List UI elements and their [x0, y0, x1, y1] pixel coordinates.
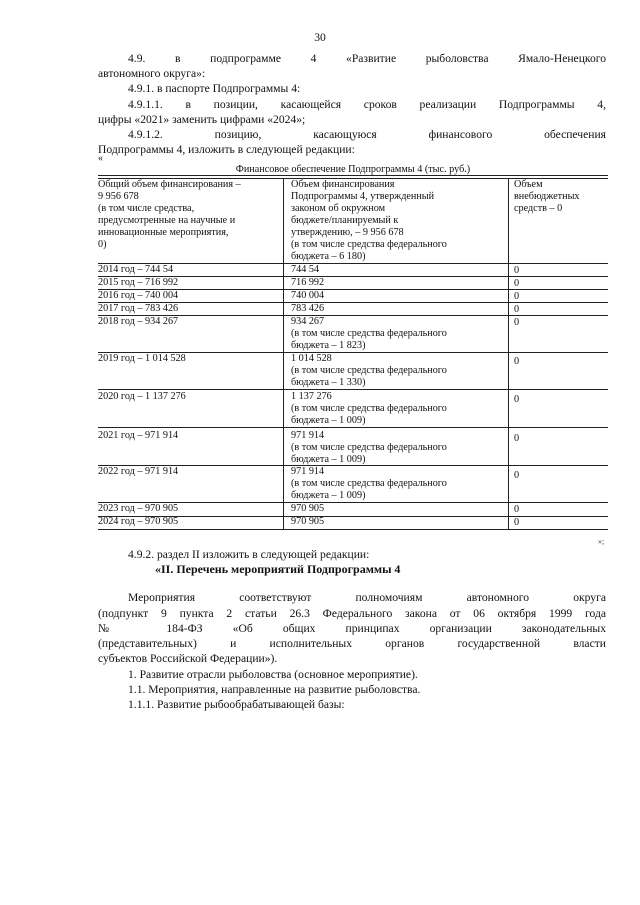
header-bottom-rule: [98, 263, 608, 264]
item-4-9: 4.9. в подпрограмме 4 «Развитие рыболовства Ямало-Ненецкого: [128, 52, 606, 65]
list-item: 1.1.1. Развитие рыбообрабатывающей базы:: [128, 698, 345, 711]
item-4-9-cont: автономного округа»:: [98, 67, 206, 80]
section-heading: «II. Перечень мероприятий Подпрограммы 4: [155, 562, 401, 576]
table-bottom-rule: [98, 529, 608, 530]
item-4-9-1-2-cont: Подпрограммы 4, изложить в следующей редакции:: [98, 143, 355, 156]
col-divider-2: [508, 178, 509, 530]
list-item: 1.1. Мероприятия, направленные на развитие рыболовства.: [128, 683, 421, 696]
open-quote: «: [98, 153, 103, 164]
list-item: 1. Развитие отрасли рыболовства (основное мероприятие).: [128, 668, 418, 681]
item-4-9-1-1: 4.9.1.1. в позиции, касающейся сроков реализации Подпрограммы 4,: [128, 98, 606, 111]
col-divider-1: [283, 178, 284, 530]
close-quote: »;: [598, 537, 605, 546]
item-4-9-1: 4.9.1. в паспорте Подпрограммы 4:: [128, 82, 301, 95]
page-number: 30: [314, 31, 326, 44]
finance-table: Финансовое обеспечение Подпрограммы 4 (тыс. руб.) Общий объем финансирования – 9 956 678 (в том числе средства, предусмотренные на научные и инновационные мероприятия, 0) Объем финансирования Подпрограммы 4, утвержденный законом об окружном бюджете/планируемый к утверждению, – 9 956 678 (в том числе средства федерального бюджета – 6 180) Объем внебюджетных средств – 0 2014 год – 744 54 744 54 0 2015 год – 716 992 716 992 0 2016 год – 740 004 740 004 0 2017 год – 783 426 783 426 0 2018 год – 934 267 934 267 (в том числе средства федерального бюджета – 1 823) 0 2019 год – 1 014 528 1 014 528 (в том числе средства федерального бюджета – 1 330) 0 2020 год – 1 137 276 1 137 276 (в том числе средства федерального бюджета – 1 009) 0 2021 год – 971 914 971 914 (в том числе средства федерального бюджета – 1 009) 0 2022 год – 971 914 971 914 (в том числе средства федерального бюджета – 1 009) 0 2023 год – 970 905 970 905 0 2024 год – 970 905 970 905 0: [98, 166, 608, 530]
table-caption: Финансовое обеспечение Подпрограммы 4 (тыс. руб.): [235, 164, 471, 175]
document-page: 30 4.9. в подпрограмме 4 «Развитие рыболовства Ямало-Ненецкого автономного округа»: 4.9.1. в паспорте Подпрограммы 4: 4.9.1.1. в позиции, касающейся сроков реализации Подпрограммы 4, цифры «2021» заменить цифрами «2024»; 4.9.1.2. позицию, касающуюся финансового обеспечения Подпрограммы 4, изложить в следующей редакции: « Финансовое обеспечение Подпрограммы 4 (тыс. руб.) Общий объем финансирования – 9 956 678 (в том числе средства, предусмотренные на научные и инновационные мероприятия, 0) Объем финансирования Подпрограммы 4, утвержденный законом об окружном бюджете/планируемый к утверждению, – 9 956 678 (в том числе средства федерального бюджета – 6 180) Объем внебюджетных средств – 0 2014 год – 744 54 744 54 0 2015 год – 716 992 716 992 0 2016 год – 740 004 740 004 0 2017 год – 783 426 783 426 0 2018 год – 934 267 934 267 (в том числе средства федерального бюджета – 1 823) 0 2019 год – 1 014 528 1 014 528 (в том числе средства федерального бюджета – 1 330) 0 2020 год – 1 137 276 1 137 276 (в том числе средства федерального бюджета – 1 009) 0 2021 год – 971 914 971 914 (в том числе средства федерального бюджета – 1 009) 0 2022 год – 971 914 971 914 (в том числе средства федерального бюджета – 1 009) 0 2023 год – 970 905 970 905 0 2024 год – 970 905 970 905 0 »; 4.9.2. раздел II изложить в следующей редакции: «II. Перечень мероприятий Подпрограммы 4 Мероприятия соответствуют полномочиям автономного округа (подпункт 9 пункта 2 статьи 26.3 Федерального закона от 06 октября 1999 года № 184-ФЗ «Об общих принципах организации законодательных (представительных) и исполнительных органов государственной власти субъектов Российской Федерации»). 1. Развитие отрасли рыболовства (основное мероприятие). 1.1. Мероприятия, направленные на развитие рыболовства. 1.1.1. Развитие рыбообрабатывающей базы:: [0, 0, 640, 905]
item-4-9-1-1-cont: цифры «2021» заменить цифрами «2024»;: [98, 113, 306, 126]
item-4-9-1-2: 4.9.1.2. позицию, касающуюся финансового обеспечения: [128, 128, 606, 141]
item-4-9-2: 4.9.2. раздел II изложить в следующей редакции:: [128, 548, 370, 561]
